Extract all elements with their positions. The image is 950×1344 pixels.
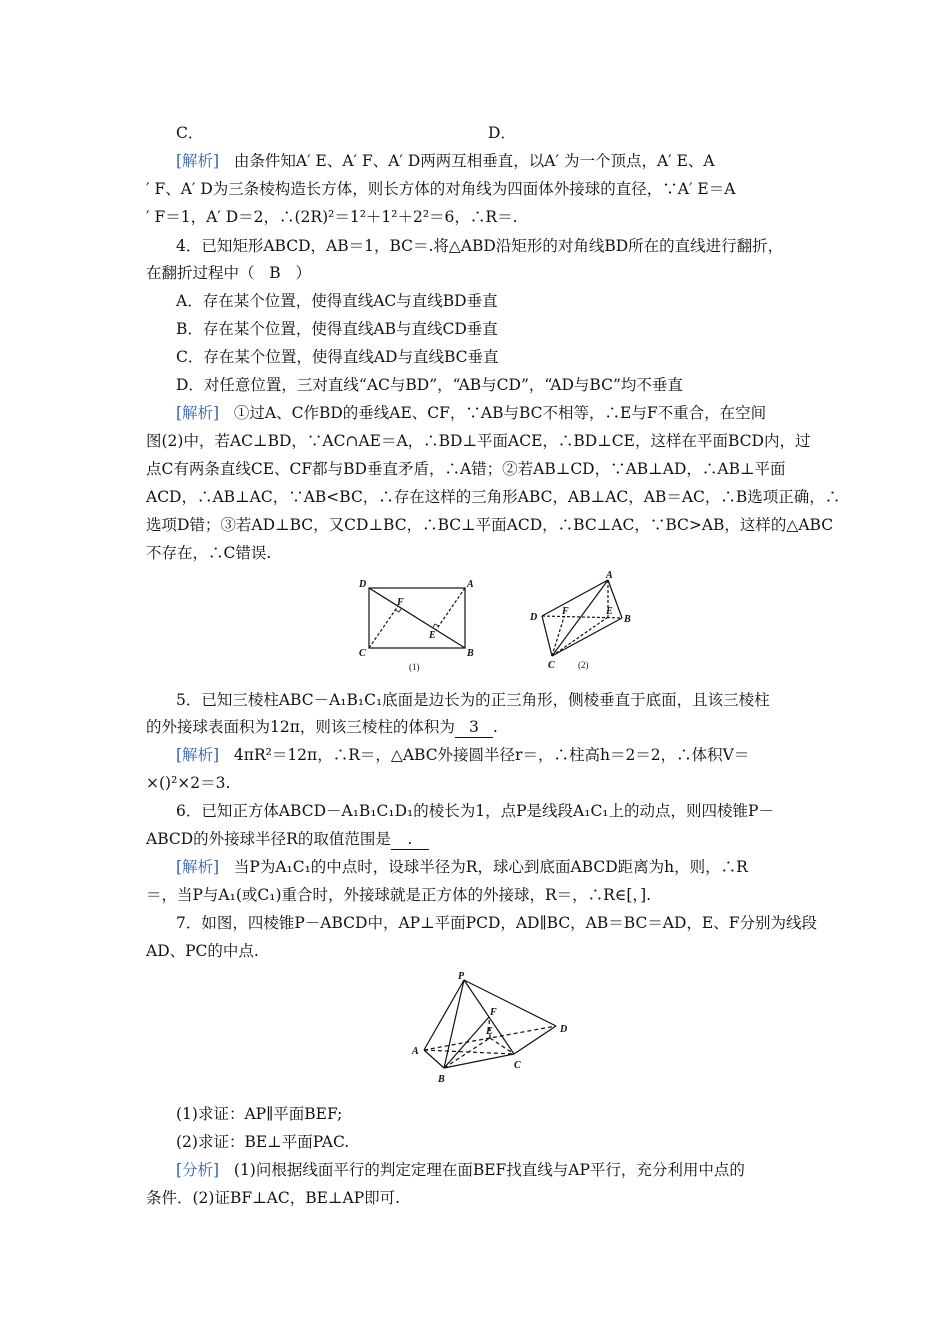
fig7-label-b: B — [438, 1074, 445, 1085]
q4-stem: 4．已知矩形ABCD，AB＝1，BC＝.将△ABD沿矩形的对角线BD所在的直线进行翻折， — [176, 237, 784, 255]
fig7-label-d: D — [560, 1024, 568, 1035]
q3-analysis-text: 由条件知A′ E、A′ F、A′ D两两互相垂直，以A′ 为一个顶点，A′ E、A — [233, 152, 715, 170]
q6-answer-blank: . — [391, 829, 429, 850]
q5-analysis-text: 4πR²＝12π，∴R＝，△ABC外接圆半径r＝，∴柱高h＝2＝2，∴体积V＝ — [233, 746, 750, 764]
fig2-caption: (2) — [578, 660, 589, 670]
edge-ab — [424, 1050, 444, 1068]
q7-stem: AD、PC的中点. — [146, 942, 259, 960]
q7-analysis-line — [176, 1160, 810, 1180]
fig2-label-d: D — [530, 612, 538, 623]
q4-figure-1 — [355, 576, 485, 674]
fig7-label-c: C — [514, 1060, 521, 1071]
q5-answer-blank: 3 — [455, 717, 493, 738]
fig2-label-e: E — [606, 606, 613, 617]
q4-analysis-line: ACD，∴AB⊥AC，∵AB<BC，∴存在这样的三角形ABC，AB⊥AC，AB＝AC，∴B选项正确，∴ — [146, 488, 841, 506]
q5-stem-text: . — [492, 718, 498, 736]
fig1-label-e: E — [429, 630, 436, 641]
q4-stem-text: ） — [295, 264, 311, 282]
q7-part-2: (2)求证：BE⊥平面PAC. — [176, 1133, 350, 1151]
q5-stem: 5．已知三棱柱ABC－A₁B₁C₁底面是边长为的正三角形，侧棱垂直于底面，且该三棱柱 — [176, 691, 770, 709]
fenxi-tag: [分析] — [176, 1161, 220, 1179]
fig7-label-f: F — [490, 1007, 497, 1018]
edge-pb — [444, 980, 464, 1068]
q6-analysis-text: 当P为A₁C₁的中点时，设球半径为R，球心到底面ABCD距离为h，则，∴R — [233, 858, 748, 876]
analysis-tag: [解析] — [176, 858, 220, 876]
fig1-label-d: D — [359, 579, 367, 590]
q4-option-c: C．存在某个位置，使得直线AD与直线BC垂直 — [176, 348, 499, 366]
q4-analysis-line — [176, 403, 810, 423]
q7-stem: 7．如图，四棱锥P－ABCD中，AP⊥平面PCD，AD∥BC，AB＝BC＝AD，E、F分别为线段 — [176, 914, 817, 932]
q4-analysis-line: 图(2)中，若AC⊥BD，∵AC∩AE＝A，∴BD⊥平面ACE，∴BD⊥CE，这样在平面BCD内，过 — [146, 432, 811, 450]
analysis-tag: [解析] — [176, 746, 220, 764]
analysis-tag: [解析] — [176, 152, 220, 170]
q5-stem — [146, 717, 810, 738]
q5-analysis-line: ×()²×2＝3. — [146, 774, 231, 792]
q6-stem-text: ABCD的外接球半径R的取值范围是 — [146, 830, 391, 848]
choice-d: D． — [488, 124, 516, 142]
q4-stem — [146, 263, 810, 283]
fig1-label-a: A — [467, 579, 474, 590]
edge-pd — [464, 980, 556, 1026]
q5-stem-text: 的外接球表面积为12π，则该三棱柱的体积为 — [146, 718, 455, 736]
q4-analysis-line: 选项D错；③若AD⊥BC，又CD⊥BC，∴BC⊥平面ACD，∴BC⊥AC，∵BC>AB，这样的△ABC — [146, 516, 834, 534]
edge-da — [542, 580, 608, 616]
q6-stem — [146, 829, 810, 850]
q4-analysis-text: ①过A、C作BD的垂线AE、CF，∵AB与BC不相等，∴E与F不重合，在空间 — [233, 404, 767, 422]
q4-figure-2 — [520, 568, 640, 674]
q4-option-b: B．存在某个位置，使得直线AB与直线CD垂直 — [176, 320, 498, 338]
fig1-label-b: B — [467, 648, 474, 659]
fig7-label-e: E — [486, 1026, 493, 1037]
q7-analysis-line: 条件．(2)证BF⊥AC，BE⊥AP即可. — [146, 1189, 401, 1207]
edge-cb — [552, 618, 622, 656]
fig7-label-p: P — [458, 971, 465, 982]
q7-pyramid-figure — [404, 970, 580, 1088]
fig1-label-f: F — [397, 597, 404, 608]
fig1-caption: (1) — [409, 662, 420, 672]
fig7-label-a: A — [412, 1046, 419, 1057]
q4-option-d: D．对任意位置，三对直线“AC与BD”，“AB与CD”，“AD与BC”均不垂直 — [176, 376, 683, 394]
fig2-label-b: B — [624, 614, 631, 625]
q6-stem: 6．已知正方体ABCD－A₁B₁C₁D₁的棱长为1，点P是线段A₁C₁上的动点，则四棱锥P－ — [176, 802, 774, 820]
q4-stem-text: 在翻折过程中（ — [146, 264, 255, 282]
fig1-label-c: C — [359, 648, 366, 659]
fig2-label-a: A — [606, 570, 613, 581]
segment-ce — [552, 617, 608, 656]
choice-c: C． — [176, 124, 204, 142]
fig2-label-c: C — [548, 660, 555, 671]
perpendicular-ae — [436, 588, 465, 630]
q5-analysis-line — [176, 745, 810, 765]
q6-analysis-line — [176, 857, 810, 877]
q7-part-1: (1)求证：AP∥平面BEF; — [176, 1105, 343, 1123]
q4-option-a: A．存在某个位置，使得直线AC与直线BD垂直 — [176, 292, 498, 310]
q6-analysis-line: ＝，当P与A₁(或C₁)重合时，外接球就是正方体的外接球，R＝，∴R∈[，]. — [146, 886, 652, 904]
diagonal-bd — [369, 588, 465, 648]
q7-analysis-text: (1)问根据线面平行的判定定理在面BEF找直线与AP平行，充分利用中点的 — [233, 1161, 745, 1179]
analysis-tag: [解析] — [176, 404, 220, 422]
perpendicular-cf — [369, 606, 398, 648]
q3-analysis-line — [176, 151, 810, 171]
fig2-label-f: F — [562, 606, 569, 617]
q3-analysis-line: ′ F、A′ D为三条棱构造长方体，则长方体的对角线为四面体外接球的直径，∵A′ E＝A — [146, 180, 736, 198]
q4-analysis-line: 不存在，∴C错误. — [146, 544, 272, 562]
edge-pa — [424, 980, 464, 1050]
q4-answer: B — [269, 264, 281, 282]
q4-analysis-line: 点C有两条直线CE、CF都与BD垂直矛盾，∴A错；②若AB⊥CD，∵AB⊥AD，∴AB⊥平面 — [146, 460, 786, 478]
q3-analysis-line: ′ F＝1，A′ D＝2，∴(2R)²＝1²＋1²＋2²＝6，∴R＝. — [146, 208, 518, 226]
edge-dc — [542, 616, 552, 656]
segment-ec — [490, 1038, 514, 1054]
